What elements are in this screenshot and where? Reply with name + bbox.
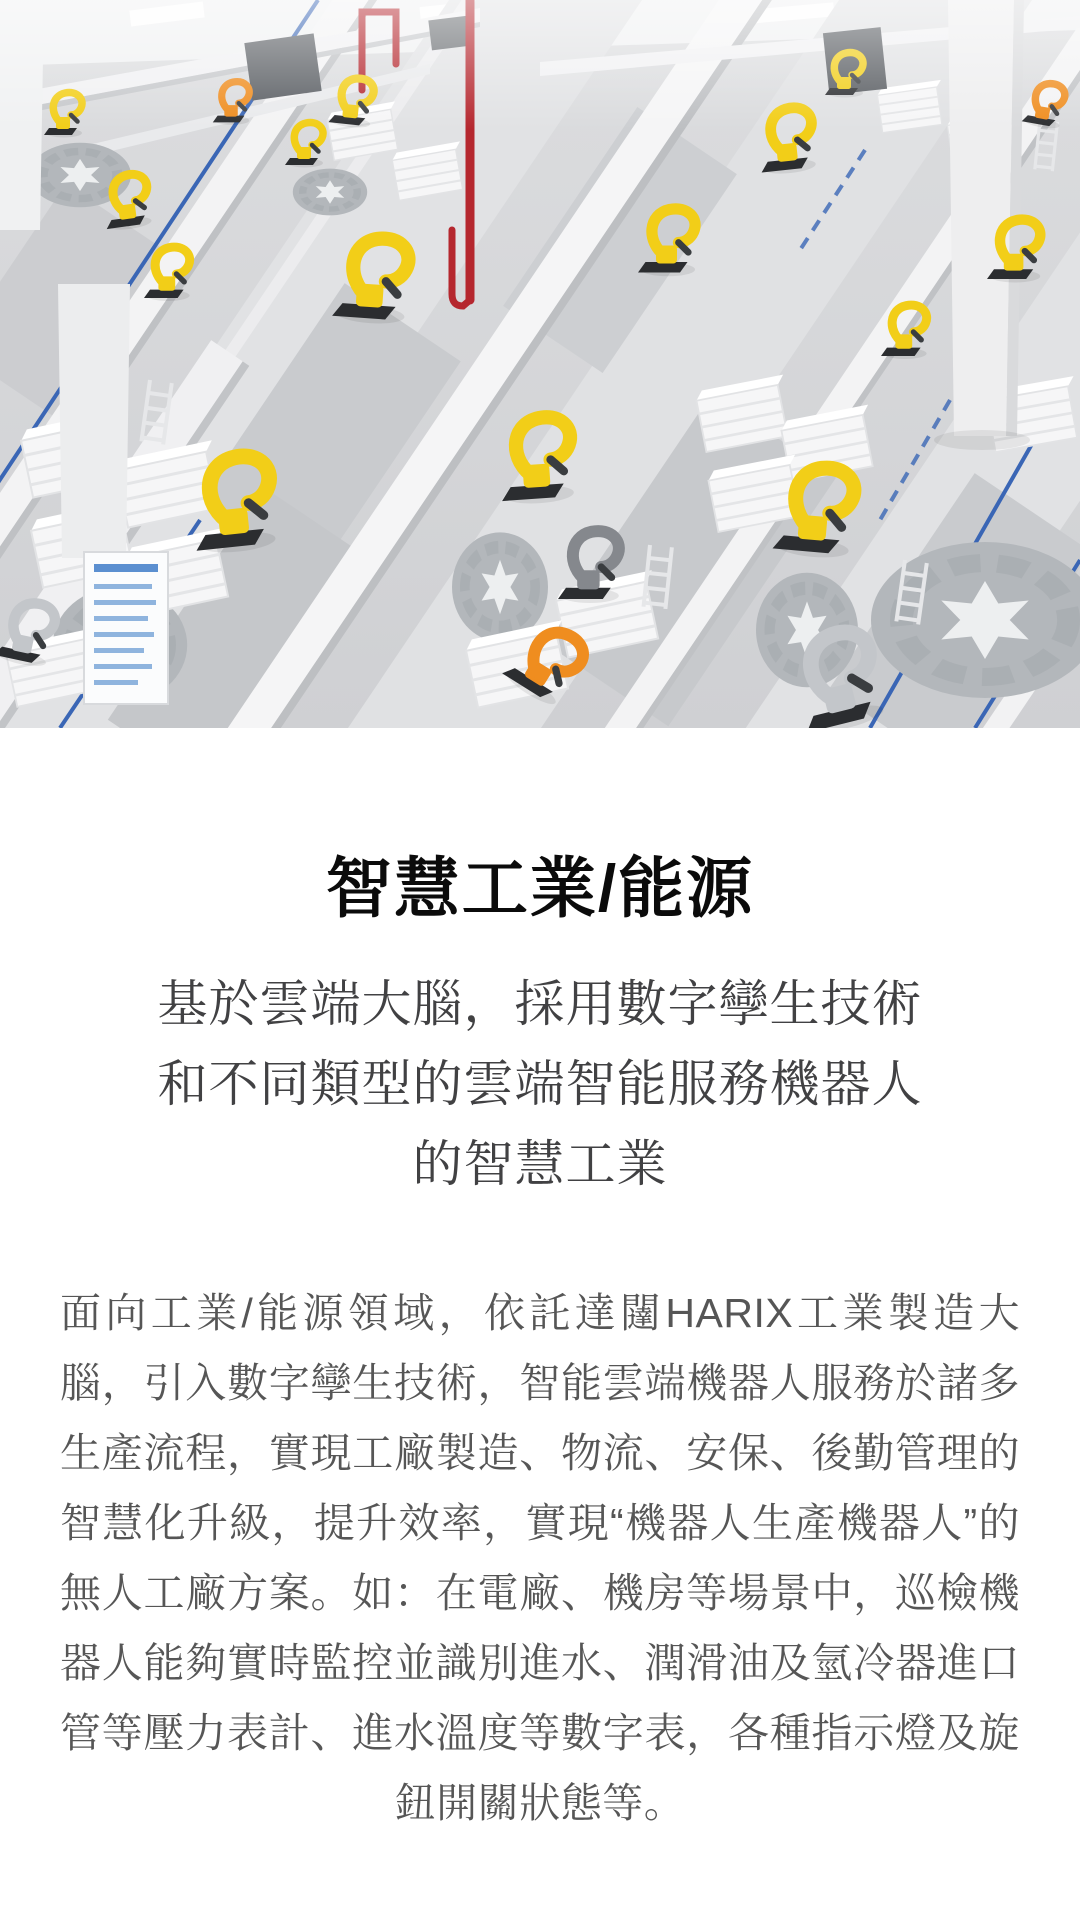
- subtitle-line-3: 的智慧工業: [412, 1136, 668, 1192]
- factory-scene-illustration: [0, 0, 1080, 728]
- subtitle-line-2: 和不同類型的雲端智能服務機器人: [157, 1056, 923, 1112]
- section-title: 智慧工業/能源: [325, 851, 755, 925]
- subtitle-line-1: 基於雲端大腦，採用數字孿生技術: [157, 976, 923, 1032]
- section-subtitle: [30, 964, 1050, 1204]
- section-body-paragraph: 面向工業/能源領域，依託達闥HARIX工業製造大腦，引入數字孿生技術，智能雲端機器人服務於諸多生產流程，實現工廠製造、物流、安保、後勤管理的智慧化升級，提升效率，實現“機器人生產機器人”的無人工廠方案。如：在電廠、機房等場景中，巡檢機器人能夠實時監控並識別進水、潤滑油及氫冷器進口管等壓力表計、進水溫度等數字表，各種指示燈及旋鈕開關狀態等。: [60, 1290, 1020, 1826]
- hero-image: [0, 0, 1080, 728]
- light-wash: [0, 0, 1080, 130]
- info-sign: [84, 552, 168, 704]
